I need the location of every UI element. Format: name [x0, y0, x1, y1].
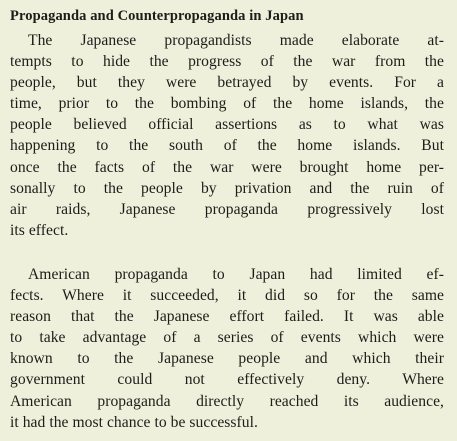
- section-heading: Propaganda and Counterpropaganda in Japan: [10, 8, 304, 24]
- paragraph-line: air raids, Japanese propaganda progressively lost: [10, 200, 444, 218]
- paragraph-line: people, but they were betrayed by events. For a: [10, 74, 444, 92]
- paragraph-line: happening to the south of the home islands. But: [10, 137, 444, 155]
- paragraph-line: its effect.: [10, 221, 69, 239]
- paragraph-line: known to the Japanese people and which their: [10, 350, 444, 368]
- paragraph-1: [10, 30, 444, 241]
- paragraph-line: American propaganda directly reached its audience,: [10, 392, 444, 410]
- paragraph-line: The Japanese propagandists made elaborate at-: [28, 32, 444, 49]
- paragraph-line: to take advantage of a series of events which were: [10, 329, 444, 347]
- paragraph-line: fects. Where it succeeded, it did so for the same: [10, 287, 444, 305]
- paragraph-line: time, prior to the bombing of the home islands, the: [10, 95, 444, 113]
- paragraph-line: tempts to hide the progress of the war from the: [10, 53, 444, 71]
- paragraph-line: once the facts of the war were brought home per-: [10, 158, 444, 176]
- paragraph-2: [10, 264, 444, 433]
- paragraph-line: American propaganda to Japan had limited ef-: [28, 266, 444, 283]
- paragraph-line: people believed official assertions as to what was: [10, 116, 444, 134]
- paragraph-line: it had the most chance to be successful.: [10, 413, 258, 431]
- paragraph-line: reason that the Japanese effort failed. It was able: [10, 308, 444, 326]
- paragraph-line: government could not effectively deny. Where: [10, 371, 444, 389]
- paragraph-line: sonally to the people by privation and the ruin of: [10, 179, 444, 197]
